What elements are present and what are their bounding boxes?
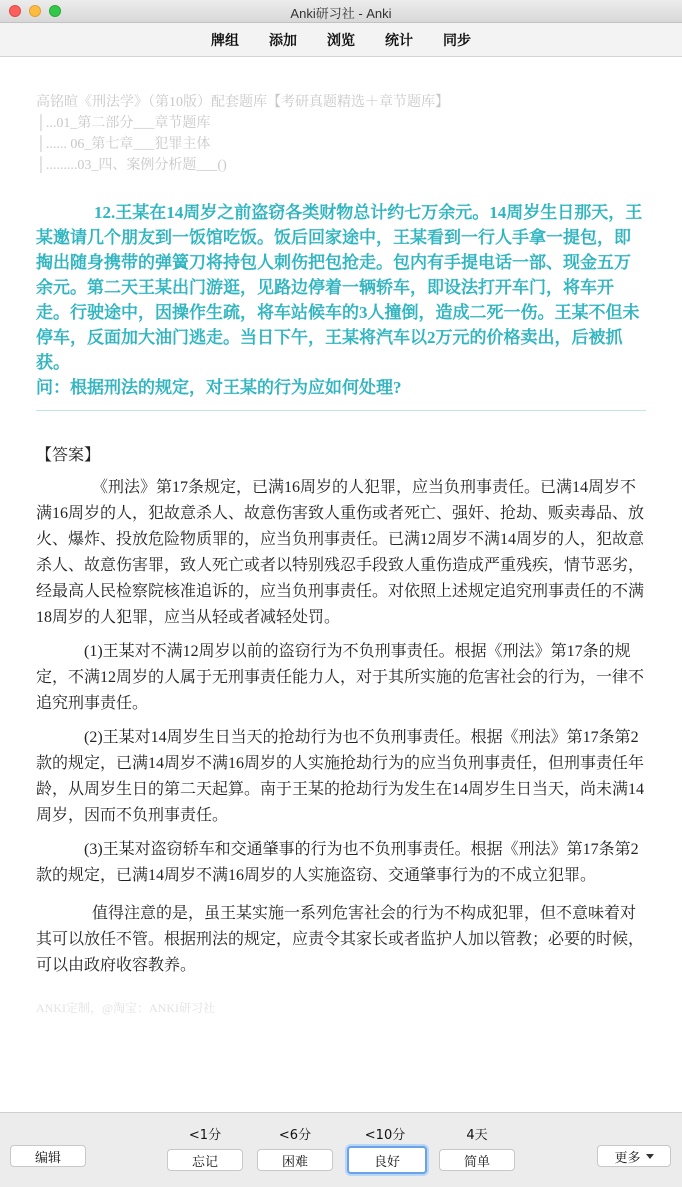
source-line: 高铭暄《刑法学》（第10版）配套题库【考研真题精选＋章节题库】 (36, 95, 449, 110)
source-line: │...... 06_第七章___犯罪主体 (36, 137, 211, 152)
edit-button[interactable]: 编辑 (10, 1145, 86, 1167)
chevron-down-icon (646, 1154, 654, 1159)
answer-paragraph: (2)王某对14周岁生日当天的抢劫行为也不负刑事责任。根据《刑法》第17条第2款的规定，已满14周岁不满16周岁的人实施抢劫行为的应当负刑事责任，但刑事责任年龄，从周岁生日的第二天起算。南于王某的抢劫行为发生在14周岁生日当天，尚未满14周岁，因而不负刑事责任。 (36, 729, 645, 824)
toolbar-stats[interactable]: 统计 (385, 32, 413, 49)
answer-paragraph: (3)王某对盗窃轿车和交通肇事的行为也不负刑事责任。根据《刑法》第17条第2款的规定，已满14周岁不满16周岁的人实施盗窃、交通肇事行为的不成立犯罪。 (36, 841, 639, 884)
more-button-label: 更多 (614, 1150, 641, 1166)
window-title: Anki研习社 - Anki (290, 6, 392, 21)
card-content (36, 92, 646, 1016)
interval-again: <1分 (188, 1128, 222, 1143)
answer-heading: 【答案】 (36, 447, 101, 464)
toolbar-browse[interactable]: 浏览 (327, 32, 355, 49)
more-button[interactable] (597, 1145, 671, 1167)
card-source-path (36, 92, 646, 176)
interval-good: <10分 (364, 1128, 406, 1143)
hard-button[interactable]: 困难 (257, 1149, 333, 1171)
source-line: │.........03_四、案例分析题___() (36, 158, 227, 173)
answer-paragraph: (1)王某对不满12周岁以前的盗窃行为不负刑事责任。根据《刑法》第17条的规定，不满12周岁的人属于无刑事责任能力人，对于其所实施的危害社会的行为，一律不追究刑事责任。 (36, 643, 645, 712)
card-watermark: ANKI定制，@淘宝：ANKI研习社 (36, 1001, 216, 1015)
toolbar-add[interactable]: 添加 (269, 32, 297, 49)
question-text: 12.王某在14周岁之前盗窃各类财物总计约七万余元。14周岁生日那天，王某邀请几个朋友到一饭馆吃饭。饭后回家途中，王某看到一行人手拿一提包，即掏出随身携带的弹簧刀将持包人刺伤把包抢走。包内有手提电话一部、现金五万余元。第二天王某出门游逛，见路边停着一辆轿车，即设法打开车门，将车开走。行驶途中，因操作生疏，将车站候车的3人撞倒，造成二死一伤。王某不但未停车，反面加大油门逃走。当日下午，王某将汽车以2万元的价格卖出，后被抓获。 (36, 203, 643, 372)
answer-paragraph: 《刑法》第17条规定，已满16周岁的人犯罪，应当负刑事责任。已满14周岁不满16周岁的人，犯故意杀人、故意伤害致人重伤或者死亡、强奸、抢劫、贩卖毒品、放火、爆炸、投放危险物质罪的，应当负刑事责任。已满12周岁不满14周岁的人，犯故意杀人、故意伤害罪，致人死亡或者以特别残忍手段致人重伤造成严重残疾，情节恶劣，经最高人民检察院核准追诉的，应当负刑事责任。对依照上述规定追究刑事责任的不满18周岁的人犯罪，应当从轻或者减轻处罚。 (36, 479, 645, 626)
source-line: │...01_第二部分___章节题库 (36, 116, 211, 131)
again-button[interactable]: 忘记 (167, 1149, 243, 1171)
good-button[interactable]: 良好 (347, 1146, 427, 1174)
interval-easy: 4天 (466, 1128, 488, 1143)
answer-divider (36, 410, 646, 411)
question-ask: 问：根据刑法的规定，对王某的行为应如何处理? (36, 378, 402, 397)
answer-paragraph: 值得注意的是，虽王某实施一系列危害社会的行为不构成犯罪，但不意味着对其可以放任不管。根据刑法的规定，应责令其家长或者监护人加以管教；必要的时候，可以由政府收容教养。 (36, 905, 645, 974)
title-bar (0, 0, 682, 23)
main-toolbar (0, 23, 682, 57)
easy-button[interactable]: 简单 (439, 1149, 515, 1171)
toolbar-sync[interactable]: 同步 (443, 32, 471, 49)
toolbar-decks[interactable]: 牌组 (211, 32, 239, 49)
interval-hard: <6分 (278, 1128, 312, 1143)
review-bottom-bar (0, 1112, 682, 1187)
